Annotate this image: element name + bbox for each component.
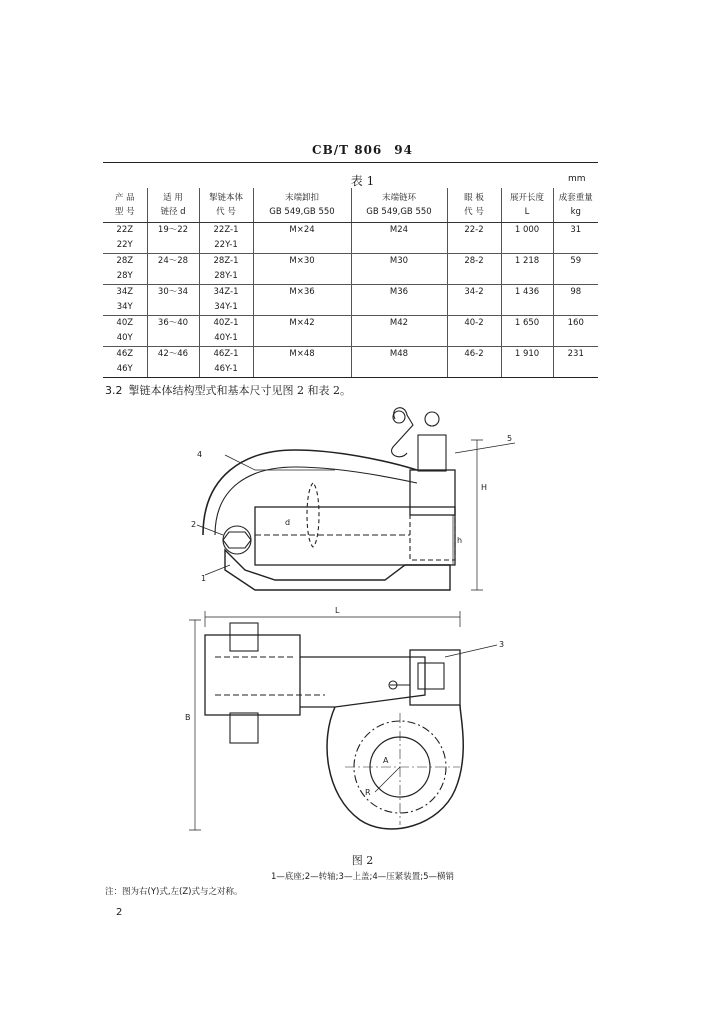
dim-B: B [185, 713, 191, 722]
page-header [0, 143, 725, 157]
col-eye-plate: 眼 板 代 号 [447, 188, 501, 223]
dim-A: A [383, 756, 389, 765]
label-2: 2 [191, 520, 197, 529]
table-row: 22Y 22Y-1 [103, 238, 598, 254]
figure-2-drawing [185, 395, 515, 845]
table-row: 34Z 30～34 34Z-1 M×36 M36 34-2 1 436 98 [103, 285, 598, 301]
table-row: 40Z 36～40 40Z-1 M×42 M42 40-2 1 650 160 [103, 316, 598, 332]
col-body-code: 掣链本体 代 号 [199, 188, 253, 223]
section-text: 掣链本体结构型式和基本尺寸见图 2 和表 2。 [128, 384, 351, 397]
col-end-link: 末端链环 GB 549,GB 550 [351, 188, 447, 223]
header-rule [103, 162, 598, 163]
col-chain-dia: 适 用 链径 d [147, 188, 199, 223]
table-row: 40Y 40Y-1 [103, 331, 598, 347]
col-model: 产 品 型 号 [103, 188, 147, 223]
table-row: 22Z 19～22 22Z-1 M×24 M24 22-2 1 000 31 [103, 223, 598, 239]
table-row: 46Z 42～46 46Z-1 M×48 M48 46-2 1 910 231 [103, 347, 598, 363]
label-3: 3 [499, 640, 505, 649]
table-row: 34Y 34Y-1 [103, 300, 598, 316]
dim-L: L [335, 606, 340, 615]
plan-view [185, 606, 504, 830]
spec-table [103, 188, 598, 378]
col-weight: 成套重量 kg [553, 188, 598, 223]
table-header-row [103, 188, 598, 223]
table-caption: 表 1 [350, 174, 375, 188]
figure-note: 注：图为右(Y)式,左(Z)式与之对称。 [105, 887, 243, 897]
label-4: 4 [197, 450, 203, 459]
page-number: 2 [116, 907, 123, 918]
table-row: 46Y 46Y-1 [103, 362, 598, 378]
dim-d: d [285, 518, 291, 527]
side-view [191, 408, 515, 590]
col-shackle: 末端卸扣 GB 549,GB 550 [253, 188, 351, 223]
table-unit: mm [568, 174, 586, 184]
figure-legend: 1—底座;2—转轴;3—上盖;4—压紧装置;5—横销 [271, 872, 454, 882]
standard-year: 94 [394, 143, 413, 157]
standard-code: CB/T 806 [312, 143, 383, 157]
dim-H: H [481, 483, 488, 492]
label-5: 5 [507, 434, 513, 443]
dim-h: h [457, 536, 463, 545]
table-row: 28Z 24～28 28Z-1 M×30 M30 28-2 1 218 59 [103, 254, 598, 270]
section-number: 3.2 [105, 384, 123, 397]
col-length: 展开长度 L [501, 188, 553, 223]
label-1: 1 [201, 574, 207, 583]
table-row: 28Y 28Y-1 [103, 269, 598, 285]
figure-caption: 图 2 [351, 854, 374, 867]
dim-R: R [365, 788, 371, 797]
